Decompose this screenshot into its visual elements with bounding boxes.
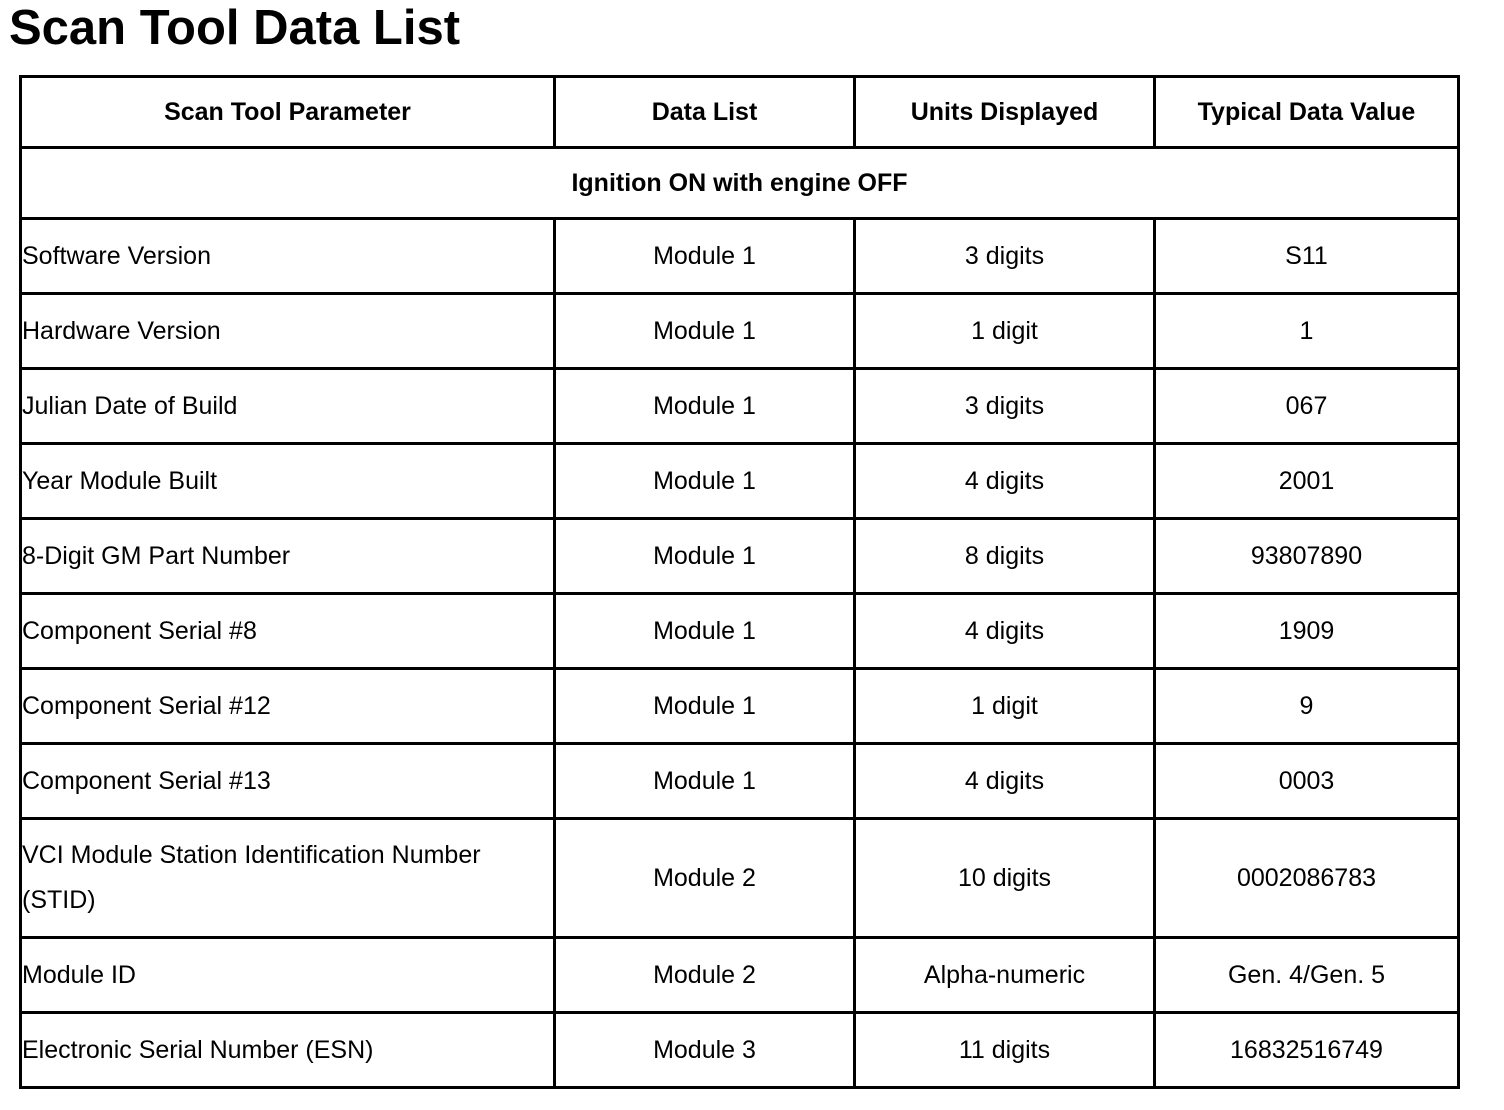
typical-value-cell: 1909 — [1155, 594, 1459, 669]
parameter-cell: Electronic Serial Number (ESN) — [21, 1013, 555, 1088]
units-cell: Alpha-numeric — [855, 938, 1155, 1013]
parameter-cell: Component Serial #12 — [21, 669, 555, 744]
data-list-cell: Module 1 — [555, 219, 855, 294]
units-cell: 4 digits — [855, 444, 1155, 519]
parameter-cell: Hardware Version — [21, 294, 555, 369]
units-cell: 1 digit — [855, 294, 1155, 369]
data-list-cell: Module 1 — [555, 519, 855, 594]
parameter-cell: VCI Module Station Identification Number (STID) — [21, 819, 555, 938]
table-row — [21, 819, 1459, 938]
typical-value-cell: S11 — [1155, 219, 1459, 294]
table-row — [21, 444, 1459, 519]
data-list-cell: Module 3 — [555, 1013, 855, 1088]
table-row — [21, 744, 1459, 819]
table-row — [21, 594, 1459, 669]
typical-value-cell: 16832516749 — [1155, 1013, 1459, 1088]
page-title: Scan Tool Data List — [9, 1, 461, 55]
data-list-cell: Module 1 — [555, 594, 855, 669]
table-row — [21, 369, 1459, 444]
header-data-list: Data List — [555, 77, 855, 148]
units-cell: 4 digits — [855, 594, 1155, 669]
typical-value-cell: 93807890 — [1155, 519, 1459, 594]
typical-value-cell: 067 — [1155, 369, 1459, 444]
units-cell: 3 digits — [855, 369, 1155, 444]
data-list-cell: Module 1 — [555, 369, 855, 444]
table-row — [21, 294, 1459, 369]
table-row — [21, 519, 1459, 594]
parameter-cell: Year Module Built — [21, 444, 555, 519]
table-row — [21, 938, 1459, 1013]
typical-value-cell: Gen. 4/Gen. 5 — [1155, 938, 1459, 1013]
typical-value-cell: 0002086783 — [1155, 819, 1459, 938]
parameter-cell: Component Serial #8 — [21, 594, 555, 669]
units-cell: 4 digits — [855, 744, 1155, 819]
data-list-cell: Module 2 — [555, 938, 855, 1013]
table-row — [21, 219, 1459, 294]
typical-value-cell: 1 — [1155, 294, 1459, 369]
data-list-cell: Module 1 — [555, 669, 855, 744]
units-cell: 1 digit — [855, 669, 1155, 744]
data-list-cell: Module 1 — [555, 444, 855, 519]
typical-value-cell: 0003 — [1155, 744, 1459, 819]
typical-value-cell: 2001 — [1155, 444, 1459, 519]
scan-tool-data-table — [19, 75, 1460, 1089]
typical-value-cell: 9 — [1155, 669, 1459, 744]
data-list-cell: Module 2 — [555, 819, 855, 938]
header-typical-data-value: Typical Data Value — [1155, 77, 1459, 148]
parameter-cell: Software Version — [21, 219, 555, 294]
units-cell: 3 digits — [855, 219, 1155, 294]
header-units-displayed: Units Displayed — [855, 77, 1155, 148]
header-scan-tool-parameter: Scan Tool Parameter — [21, 77, 555, 148]
table-row — [21, 1013, 1459, 1088]
data-list-cell: Module 1 — [555, 294, 855, 369]
section-row — [21, 148, 1459, 219]
parameter-cell: Component Serial #13 — [21, 744, 555, 819]
table-header-row — [21, 77, 1459, 148]
units-cell: 8 digits — [855, 519, 1155, 594]
units-cell: 10 digits — [855, 819, 1155, 938]
units-cell: 11 digits — [855, 1013, 1155, 1088]
parameter-cell: 8-Digit GM Part Number — [21, 519, 555, 594]
parameter-cell: Module ID — [21, 938, 555, 1013]
section-label: Ignition ON with engine OFF — [21, 148, 1459, 219]
table-row — [21, 669, 1459, 744]
data-list-cell: Module 1 — [555, 744, 855, 819]
parameter-cell: Julian Date of Build — [21, 369, 555, 444]
